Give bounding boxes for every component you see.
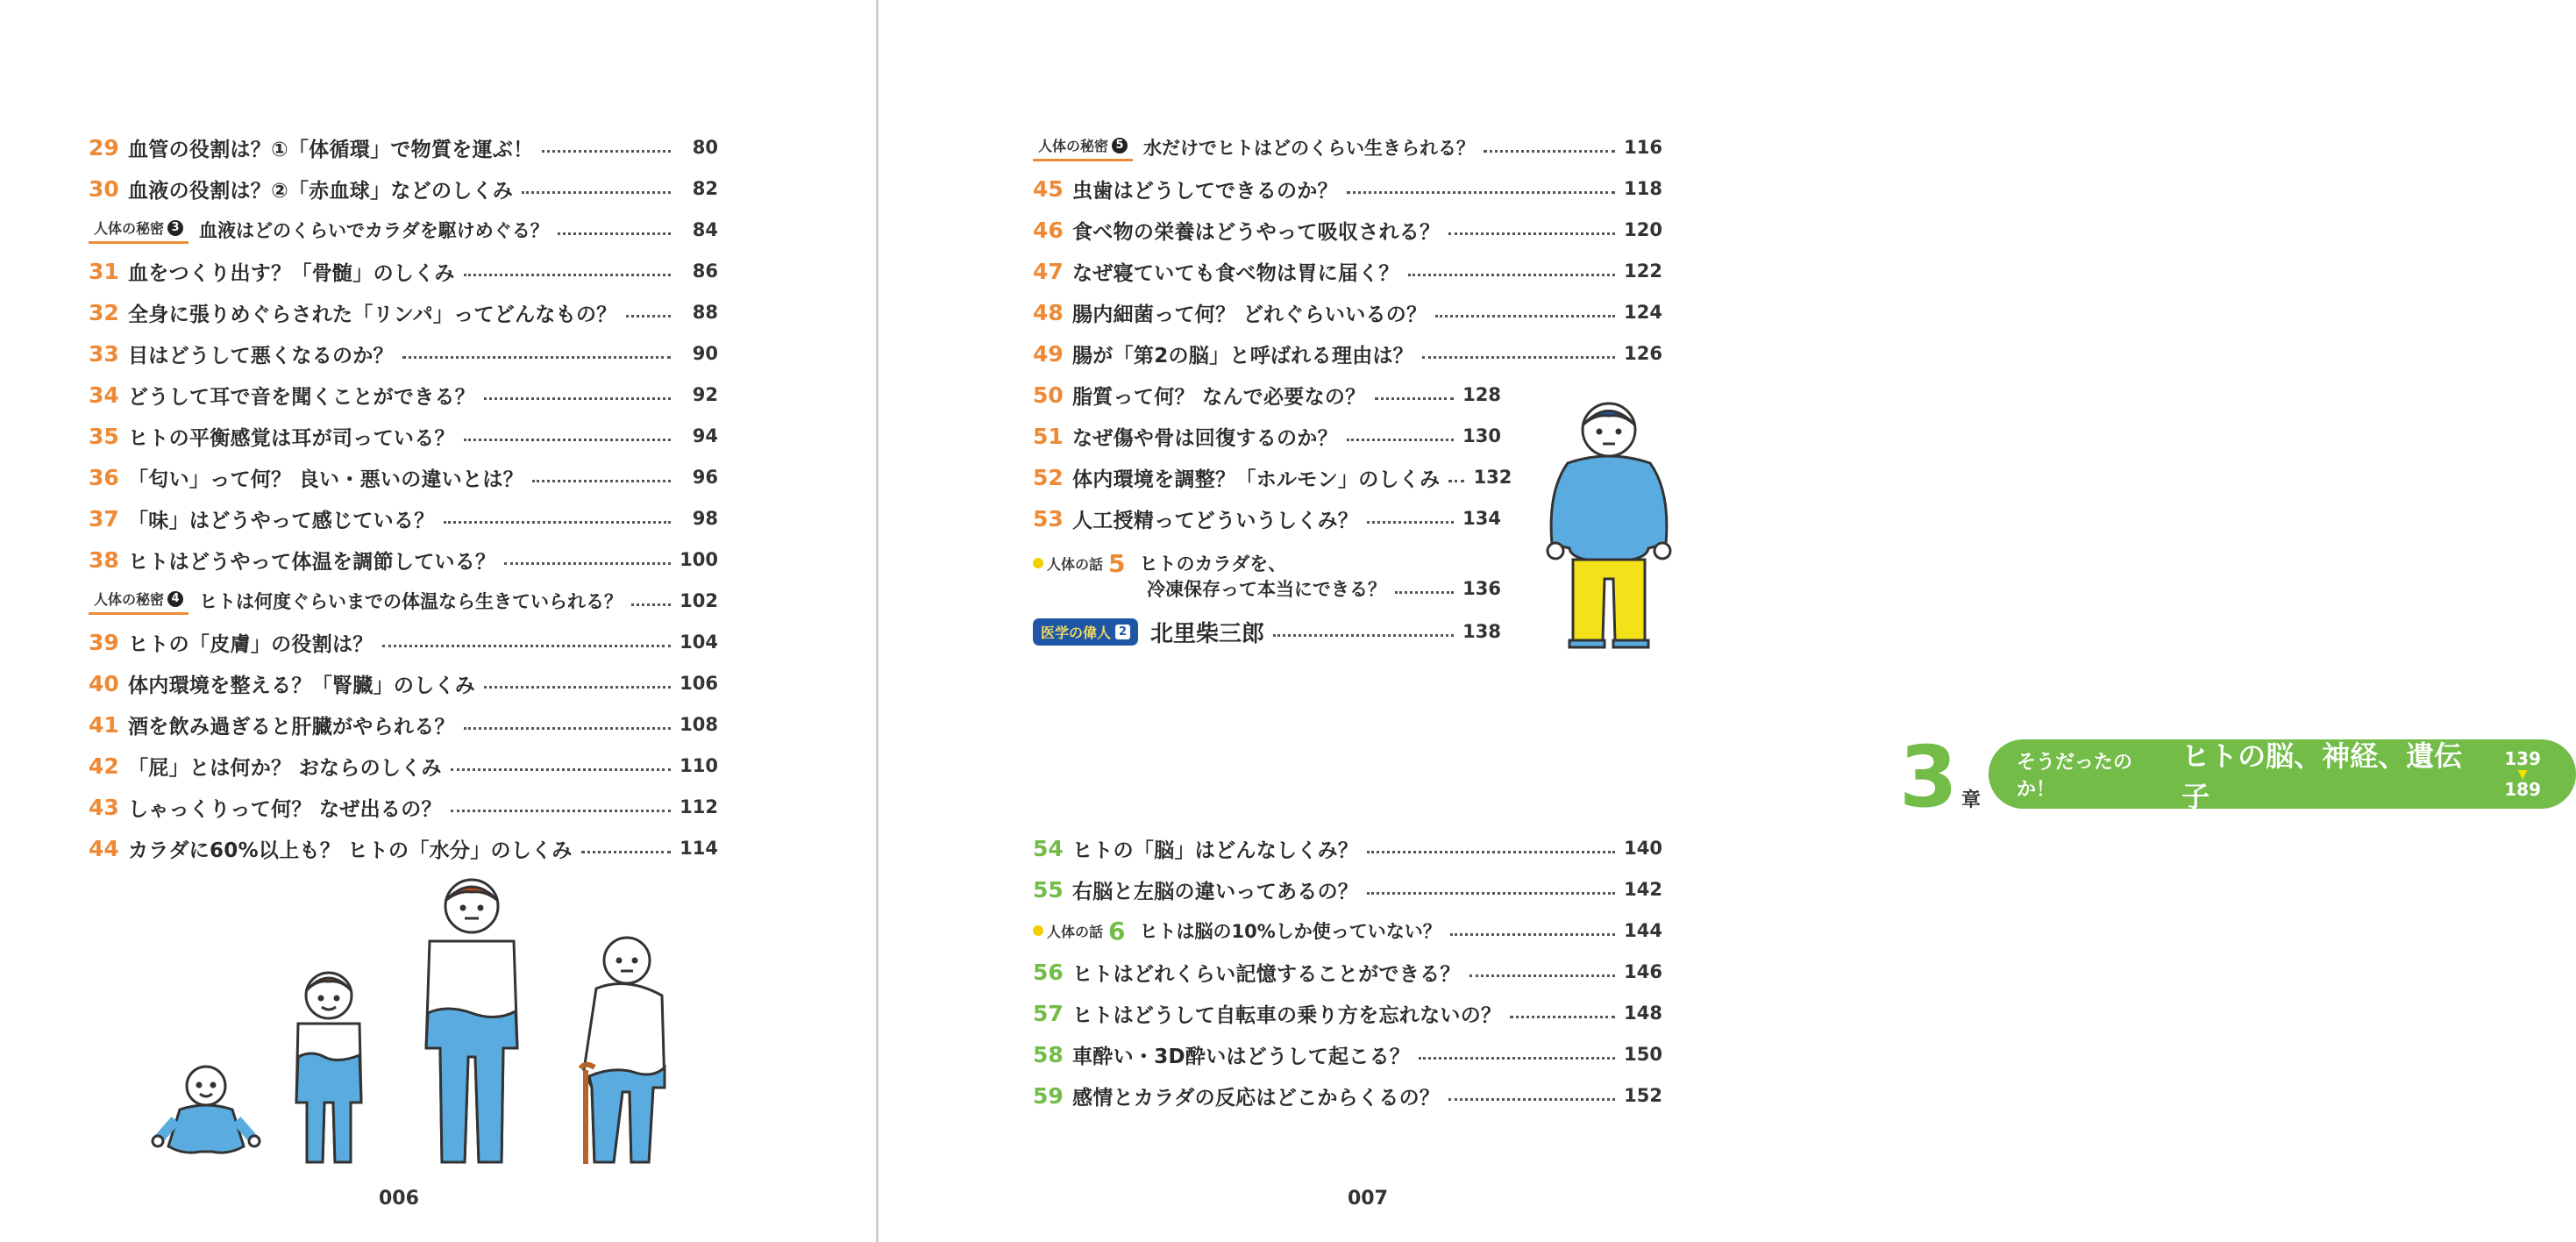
entry-page: 108 — [680, 714, 718, 735]
entry-number: 31 — [89, 258, 119, 284]
toc-entry[interactable] — [1033, 996, 1662, 1031]
entry-number: 57 — [1033, 1000, 1064, 1026]
toc-entry[interactable] — [89, 295, 718, 330]
dot-leader — [1408, 274, 1615, 276]
entry-title: 水だけでヒトはどのくらい生きられる？ — [1143, 138, 1476, 159]
entry-page: 92 — [692, 384, 718, 405]
entry-title: なぜ寝ていても食べ物は胃に届く？ — [1072, 261, 1399, 285]
entry-number: 48 — [1033, 299, 1064, 325]
toc-entry[interactable] — [89, 501, 718, 536]
entry-title: カラダに60%以上も？ ヒトの「水分」のしくみ — [128, 839, 573, 862]
entry-page: 88 — [692, 302, 718, 323]
dot-leader — [464, 274, 671, 276]
toc-entry[interactable] — [1033, 460, 1512, 495]
dot-leader — [1367, 892, 1615, 895]
entry-page: 128 — [1462, 384, 1501, 405]
toc-entry[interactable] — [89, 171, 718, 206]
dot-leader — [1469, 974, 1615, 977]
entry-title: ヒトの「皮膚」の役割は？ — [128, 632, 374, 656]
entry-page: 118 — [1624, 178, 1662, 199]
entry-page: 98 — [692, 508, 718, 529]
entry-page: 102 — [680, 590, 718, 611]
entry-number: 53 — [1033, 505, 1064, 532]
toc-entry[interactable] — [89, 625, 718, 660]
toc-entry[interactable] — [89, 377, 718, 412]
dot-leader — [382, 645, 671, 647]
story-dot-icon — [1033, 925, 1043, 936]
entry-title: しゃっくりって何？ なぜ出るの？ — [128, 797, 442, 821]
entry-page: 124 — [1624, 302, 1662, 323]
entry-page: 82 — [692, 178, 718, 199]
toc-entry-secret[interactable] — [1033, 130, 1662, 165]
entry-title: 脂質って何？ なんで必要なの？ — [1072, 385, 1366, 409]
entry-title: 「屁」とは何か？ おならのしくみ — [128, 756, 442, 780]
great-person-badge: 医学の偉人 2 — [1033, 618, 1138, 646]
entry-page: 140 — [1624, 838, 1662, 859]
entry-number: 32 — [89, 299, 119, 325]
entry-page: 126 — [1624, 343, 1662, 364]
dot-leader — [1347, 191, 1615, 194]
story-number: 6 — [1108, 916, 1126, 946]
dot-leader — [1375, 397, 1454, 400]
dot-leader — [532, 480, 671, 482]
entry-number: 51 — [1033, 423, 1064, 449]
entry-page: 94 — [692, 425, 718, 446]
toc-entry[interactable] — [89, 666, 718, 701]
entry-page: 134 — [1462, 508, 1501, 529]
entry-title: 腸内細菌って何？ どれぐらいいるの？ — [1072, 303, 1427, 326]
entry-title: 酒を飲み過ぎると肝臓がやられる？ — [128, 715, 455, 739]
dot-leader — [451, 810, 671, 812]
entry-number: 44 — [89, 835, 119, 861]
entry-page: 138 — [1462, 621, 1501, 642]
entry-page: 132 — [1473, 467, 1512, 488]
entry-title: ヒトの平衡感覚は耳が司っている？ — [128, 426, 455, 450]
dot-leader — [542, 150, 671, 153]
story-title-line1: ヒトのカラダを、 — [1139, 553, 1287, 575]
entry-number: 37 — [89, 505, 119, 532]
toc-entry[interactable] — [1033, 295, 1662, 330]
toc-entry[interactable] — [89, 253, 718, 289]
elder-figure — [580, 938, 665, 1164]
dot-leader — [1448, 1098, 1615, 1101]
entry-number: 43 — [89, 794, 119, 820]
entry-number: 35 — [89, 423, 119, 449]
entry-title: ヒトはどれくらい記憶することができる？ — [1072, 962, 1461, 986]
entry-title: 血管の役割は？①「体循環」で物質を運ぶ！ — [128, 138, 534, 161]
dot-leader — [581, 851, 671, 853]
entry-number: 41 — [89, 711, 119, 738]
toc-entry[interactable] — [1033, 501, 1501, 536]
entry-page: 112 — [680, 796, 718, 817]
entry-title: 腸が「第2の脳」と呼ばれる理由は？ — [1072, 344, 1414, 368]
entry-page: 116 — [1624, 137, 1662, 158]
entry-title: 「味」はどうやって感じている？ — [128, 509, 435, 532]
chapter-banner[interactable] — [1989, 739, 2576, 813]
entry-page: 104 — [680, 632, 718, 653]
chapter-title: ヒトの脳、神経、遺伝子 — [2181, 739, 2463, 813]
dot-leader — [504, 562, 671, 565]
entry-number: 36 — [89, 464, 119, 490]
page-number-left: 006 — [379, 1188, 419, 1210]
entry-title: 「匂い」って何？ 良い・悪いの違いとは？ — [128, 468, 524, 491]
secret-tag: 人体の秘密 4 — [89, 587, 189, 615]
entry-title: 血をつくり出す？「骨髄」のしくみ — [128, 261, 455, 285]
dot-leader — [1448, 232, 1615, 235]
entry-number: 47 — [1033, 258, 1064, 284]
dot-leader — [1347, 439, 1454, 441]
dot-leader — [1273, 634, 1454, 637]
entry-page: 130 — [1462, 425, 1501, 446]
entry-page: 86 — [692, 261, 718, 282]
entry-title: どうして耳で音を聞くことができる？ — [128, 385, 476, 409]
entry-number: 38 — [89, 546, 119, 573]
dot-leader — [1484, 150, 1615, 153]
toc-entry[interactable] — [1033, 171, 1662, 206]
entry-title: 目はどうして悪くなるのか？ — [128, 344, 394, 368]
right-page — [877, 0, 2541, 1242]
entry-number: 58 — [1033, 1041, 1064, 1067]
great-person-entry[interactable] — [1033, 614, 1501, 649]
chapter-page-range — [2504, 747, 2541, 800]
entry-title: 体内環境を調整？「ホルモン」のしくみ — [1072, 468, 1441, 491]
entry-page: 148 — [1624, 1003, 1662, 1024]
story-title: ヒトは脳の10%しか使っていない？ — [1139, 921, 1441, 942]
entry-number: 55 — [1033, 876, 1064, 903]
entry-number: 50 — [1033, 382, 1064, 408]
dot-leader — [1422, 356, 1615, 359]
entry-page: 96 — [692, 467, 718, 488]
entry-title: ヒトは何度ぐらいまでの体温なら生きていられる？ — [199, 591, 623, 612]
toc-entry[interactable] — [89, 418, 718, 453]
toc-entry-secret[interactable] — [89, 212, 718, 247]
toc-entry[interactable] — [89, 130, 718, 165]
dot-leader — [451, 768, 671, 771]
chapter-subtitle: そうだったのか！ — [2017, 751, 2133, 801]
entry-page: 120 — [1624, 219, 1662, 240]
dot-leader — [1510, 1016, 1615, 1018]
secret-tag: 人体の秘密 3 — [89, 216, 189, 244]
story-label: 人体の話 — [1033, 553, 1103, 574]
entry-page: 84 — [692, 219, 718, 240]
entry-number: 33 — [89, 340, 119, 367]
dot-leader — [1419, 1057, 1615, 1060]
left-page — [0, 0, 877, 1242]
entry-page: 100 — [680, 549, 718, 570]
entry-title: 体内環境を整える？「腎臓」のしくみ — [128, 674, 476, 697]
story-title-line2: 冷凍保存って本当にできる？ — [1147, 579, 1386, 600]
dot-leader — [558, 232, 671, 235]
entry-title: 人工授精ってどういうしくみ？ — [1072, 509, 1359, 532]
dot-leader — [1367, 521, 1454, 524]
dot-leader — [484, 397, 671, 400]
entry-title: 車酔い・3D酔いはどうして起こる？ — [1072, 1045, 1411, 1068]
dot-leader — [464, 439, 671, 441]
dot-leader — [631, 603, 671, 606]
entry-number: 39 — [89, 629, 119, 655]
range-end: 189 — [2504, 778, 2541, 800]
page-number-right: 007 — [1348, 1188, 1388, 1210]
entry-number: 52 — [1033, 464, 1064, 490]
entry-page: 122 — [1624, 261, 1662, 282]
entry-title: 感情とカラダの反応はどこからくるの？ — [1072, 1086, 1441, 1110]
story-dot-icon — [1033, 558, 1043, 568]
story-entry[interactable] — [1147, 571, 1501, 606]
entry-title: 虫歯はどうしてできるのか？ — [1072, 179, 1338, 203]
entry-page: 136 — [1462, 578, 1501, 599]
range-start: 139 — [2504, 747, 2541, 769]
toc-entry[interactable] — [1033, 253, 1662, 289]
chapter-suffix: 章 — [1961, 789, 1982, 811]
toc-entry[interactable] — [89, 707, 718, 742]
toc-entry[interactable] — [1033, 336, 1662, 371]
entry-title: ヒトの「脳」はどんなしくみ？ — [1072, 839, 1359, 862]
entry-title: ヒトはどうやって体温を調節している？ — [128, 550, 496, 574]
entry-page: 150 — [1624, 1044, 1662, 1065]
entry-number: 49 — [1033, 340, 1064, 367]
entry-number: 45 — [1033, 175, 1064, 202]
dot-leader — [1395, 591, 1454, 594]
toc-entry[interactable] — [1033, 831, 1662, 866]
dot-leader — [1448, 480, 1464, 482]
entry-page: 144 — [1624, 920, 1662, 941]
toc-entry[interactable] — [89, 460, 718, 495]
toc-entry[interactable] — [89, 748, 718, 783]
entry-page: 106 — [680, 673, 718, 694]
chapter-number: 3 — [1899, 728, 1958, 826]
entry-number: 56 — [1033, 959, 1064, 985]
dot-leader — [1435, 315, 1615, 318]
entry-title: 右脳と左脳の違いってあるの？ — [1072, 880, 1359, 903]
secret-tag: 人体の秘密 5 — [1033, 133, 1133, 161]
toc-entry[interactable] — [89, 789, 718, 824]
adult-figure — [426, 880, 517, 1162]
child-figure — [296, 973, 361, 1162]
toc-entry[interactable] — [89, 542, 718, 577]
dot-leader — [484, 686, 671, 689]
story-entry[interactable] — [1033, 913, 1662, 948]
entry-number: 29 — [89, 134, 119, 161]
toc-entry[interactable] — [1033, 212, 1662, 247]
story-number: 5 — [1108, 548, 1126, 578]
toc-entry-secret[interactable] — [89, 583, 718, 618]
entry-page: 152 — [1624, 1085, 1662, 1106]
toc-entry[interactable] — [1033, 1037, 1662, 1072]
dot-leader — [626, 315, 671, 318]
toc-entry[interactable] — [89, 336, 718, 371]
entry-title: ヒトはどうして自転車の乗り方を忘れないの？ — [1072, 1003, 1502, 1027]
down-arrow-icon: ▼ — [2517, 767, 2528, 782]
water-growth-illustration — [149, 873, 693, 1180]
dot-leader — [464, 727, 671, 730]
entry-number: 34 — [89, 382, 119, 408]
entry-page: 80 — [692, 137, 718, 158]
entry-page: 110 — [680, 755, 718, 776]
entry-title: 血液の役割は？②「赤血球」などのしくみ — [128, 179, 514, 203]
toc-entry[interactable] — [1033, 377, 1501, 412]
entry-number: 59 — [1033, 1082, 1064, 1109]
dot-leader — [1450, 933, 1615, 936]
entry-page: 114 — [680, 838, 718, 859]
baby-figure — [153, 1067, 260, 1153]
toc-entry[interactable] — [89, 831, 718, 866]
dot-leader — [444, 521, 672, 524]
dot-leader — [1367, 851, 1615, 853]
entry-number: 42 — [89, 753, 119, 779]
dot-leader — [402, 356, 671, 359]
entry-title: 血液はどのくらいでカラダを駆けめぐる？ — [199, 220, 549, 241]
entry-page: 146 — [1624, 961, 1662, 982]
entry-title: なぜ傷や骨は回復するのか？ — [1072, 426, 1338, 450]
entry-number: 40 — [89, 670, 119, 696]
toc-entry[interactable] — [1033, 418, 1501, 453]
chubby-person-illustration — [1543, 395, 1675, 649]
entry-number: 30 — [89, 175, 119, 202]
dot-leader — [522, 191, 671, 194]
toc-entry[interactable] — [1033, 954, 1662, 989]
story-label: 人体の話 — [1033, 921, 1103, 941]
entry-page: 142 — [1624, 879, 1662, 900]
great-person-name: 北里柴三郎 — [1150, 620, 1265, 647]
entry-number: 54 — [1033, 835, 1064, 861]
toc-entry[interactable] — [1033, 872, 1662, 907]
entry-title: 全身に張りめぐらされた「リンパ」ってどんなもの？ — [128, 303, 617, 326]
toc-entry[interactable] — [1033, 1078, 1662, 1113]
entry-number: 46 — [1033, 217, 1064, 243]
entry-page: 90 — [692, 343, 718, 364]
entry-title: 食べ物の栄養はどうやって吸収される？ — [1072, 220, 1441, 244]
